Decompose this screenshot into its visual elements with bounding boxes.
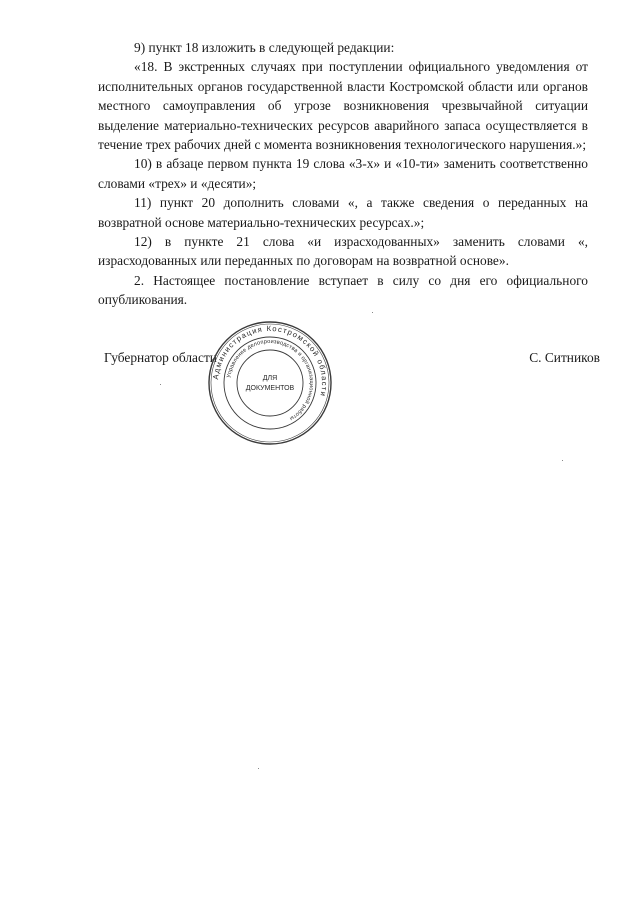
paragraph-item-18-quote: «18. В экстренных случаях при поступлении официального уведомления от исполнительных органов государственной власти Костромской области или органов местного самоуправления об угрозе возникновения чрезвычайной ситуации выделение материально-технических ресурсов аварийного запаса осуществляется в течение трех рабочих дней с момента возникновения технологического нарушения.»; bbox=[98, 59, 588, 153]
paragraph-item-9: 9) пункт 18 изложить в следующей редакции: bbox=[134, 40, 395, 55]
seal-outer-text: Администрация Костромской области bbox=[211, 323, 330, 399]
paragraph-item-11: 11) пункт 20 дополнить словами «, а также сведения о переданных на возвратной основе материально-технических ресурсах.»; bbox=[98, 195, 588, 230]
paragraph-item-10: 10) в абзаце первом пункта 19 слова «3-х» и «10-ти» заменить соответственно словами «трех» и «десяти»; bbox=[98, 156, 588, 191]
scan-speck bbox=[562, 460, 563, 461]
signatory-title: Губернатор области bbox=[104, 350, 217, 365]
scan-speck bbox=[372, 312, 373, 313]
seal-center-line2: ДОКУМЕНТОВ bbox=[245, 385, 295, 392]
official-seal-stamp bbox=[205, 318, 335, 448]
paragraph-item-12: 12) в пункте 21 слова «и израсходованных» заменить словами «, израсходованных или переданных по договорам на возвратной основе». bbox=[98, 234, 588, 269]
signatory-name: С. Ситников bbox=[529, 350, 600, 365]
signature-block bbox=[104, 348, 600, 370]
scan-speck bbox=[160, 384, 161, 385]
seal-center-line1: ДЛЯ bbox=[262, 375, 278, 382]
seal-inner-text: Управление делопроизводства и организационной работы bbox=[226, 338, 315, 422]
document-body bbox=[98, 38, 588, 310]
paragraph-effective-date: 2. Настоящее постановление вступает в силу со дня его официального опубликования. bbox=[98, 272, 588, 308]
scan-speck bbox=[258, 768, 259, 769]
